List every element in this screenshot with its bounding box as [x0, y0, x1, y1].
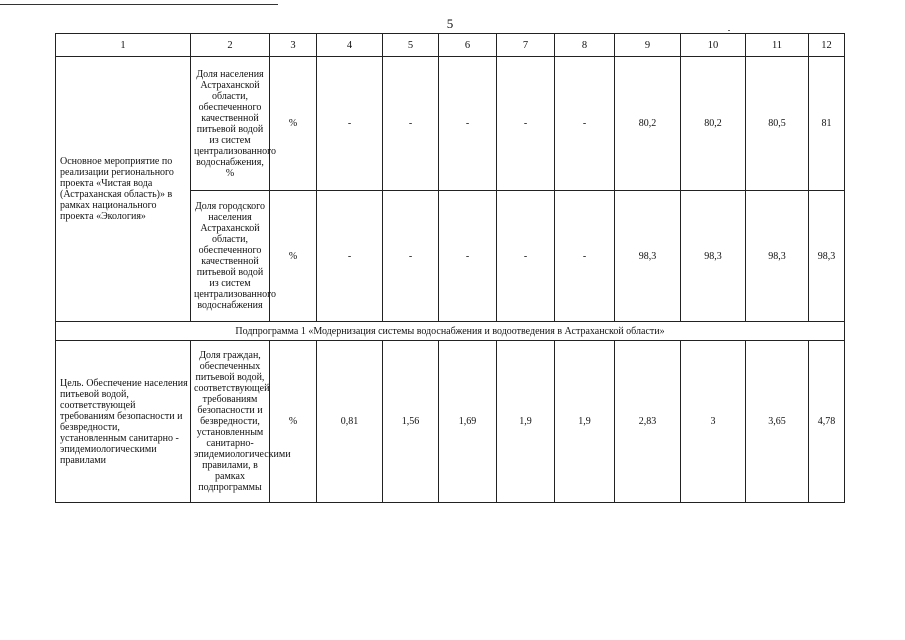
- indicators-table: [55, 33, 845, 503]
- col-header: 8: [555, 34, 615, 57]
- value-cell: -: [439, 57, 497, 191]
- value-cell: 80,5: [746, 57, 809, 191]
- indicator-cell: Доля городского населения Астраханской области, обеспеченного качественной питьевой водой из систем централизованного водоснабжения: [191, 191, 270, 322]
- value-cell: -: [555, 57, 615, 191]
- unit-cell: %: [270, 341, 317, 503]
- value-cell: 3,65: [746, 341, 809, 503]
- table-row: [56, 341, 845, 503]
- value-cell: 4,78: [809, 341, 845, 503]
- value-cell: 0,81: [317, 341, 383, 503]
- col-header: 4: [317, 34, 383, 57]
- value-cell: 2,83: [615, 341, 681, 503]
- value-cell: 1,9: [555, 341, 615, 503]
- value-cell: 1,69: [439, 341, 497, 503]
- col-header: 1: [56, 34, 191, 57]
- top-rule: [0, 4, 278, 5]
- col-header: 2: [191, 34, 270, 57]
- value-cell: 80,2: [615, 57, 681, 191]
- value-cell: 98,3: [615, 191, 681, 322]
- value-cell: -: [497, 57, 555, 191]
- col-header: 10: [681, 34, 746, 57]
- page-number: 5: [446, 16, 454, 31]
- subprogram-title: Подпрограмма 1 «Модернизация системы водоснабжения и водоотведения в Астраханской области»: [56, 322, 845, 341]
- col-header: 9: [615, 34, 681, 57]
- indicator-cell: Доля населения Астраханской области, обеспеченного качественной питьевой водой из систем централизованного водоснабжения, %: [191, 57, 270, 191]
- main-activity-cell: Основное мероприятие по реализации регионального проекта «Чистая вода (Астраханская область)» в рамках национального проекта «Экология»: [56, 57, 191, 322]
- value-cell: 1,9: [497, 341, 555, 503]
- value-cell: -: [383, 191, 439, 322]
- value-cell: 98,3: [746, 191, 809, 322]
- value-cell: 98,3: [681, 191, 746, 322]
- value-cell: -: [317, 57, 383, 191]
- value-cell: 81: [809, 57, 845, 191]
- value-cell: 1,56: [383, 341, 439, 503]
- value-cell: -: [317, 191, 383, 322]
- col-header: 3: [270, 34, 317, 57]
- col-header: 7: [497, 34, 555, 57]
- value-cell: 98,3: [809, 191, 845, 322]
- indicator-cell: Доля граждан, обеспеченных питьевой водой, соответствующей требованиям безопасности и безвредности, установленным санитарно-эпидемиологическими правилами, в рамках подпрограммы: [191, 341, 270, 503]
- value-cell: -: [497, 191, 555, 322]
- scan-speck: [728, 30, 730, 31]
- col-header: 11: [746, 34, 809, 57]
- header-row: [56, 34, 845, 57]
- goal-cell: Цель. Обеспечение населения питьевой водой, соответствующей требованиям безопасности и безвредности, установленным санитарно - эпидемиологическими правилами: [56, 341, 191, 503]
- col-header: 12: [809, 34, 845, 57]
- col-header: 5: [383, 34, 439, 57]
- subprogram-row: [56, 322, 845, 341]
- value-cell: -: [439, 191, 497, 322]
- value-cell: 80,2: [681, 57, 746, 191]
- value-cell: -: [555, 191, 615, 322]
- value-cell: -: [383, 57, 439, 191]
- unit-cell: %: [270, 191, 317, 322]
- unit-cell: %: [270, 57, 317, 191]
- table-row: [56, 57, 845, 191]
- value-cell: 3: [681, 341, 746, 503]
- col-header: 6: [439, 34, 497, 57]
